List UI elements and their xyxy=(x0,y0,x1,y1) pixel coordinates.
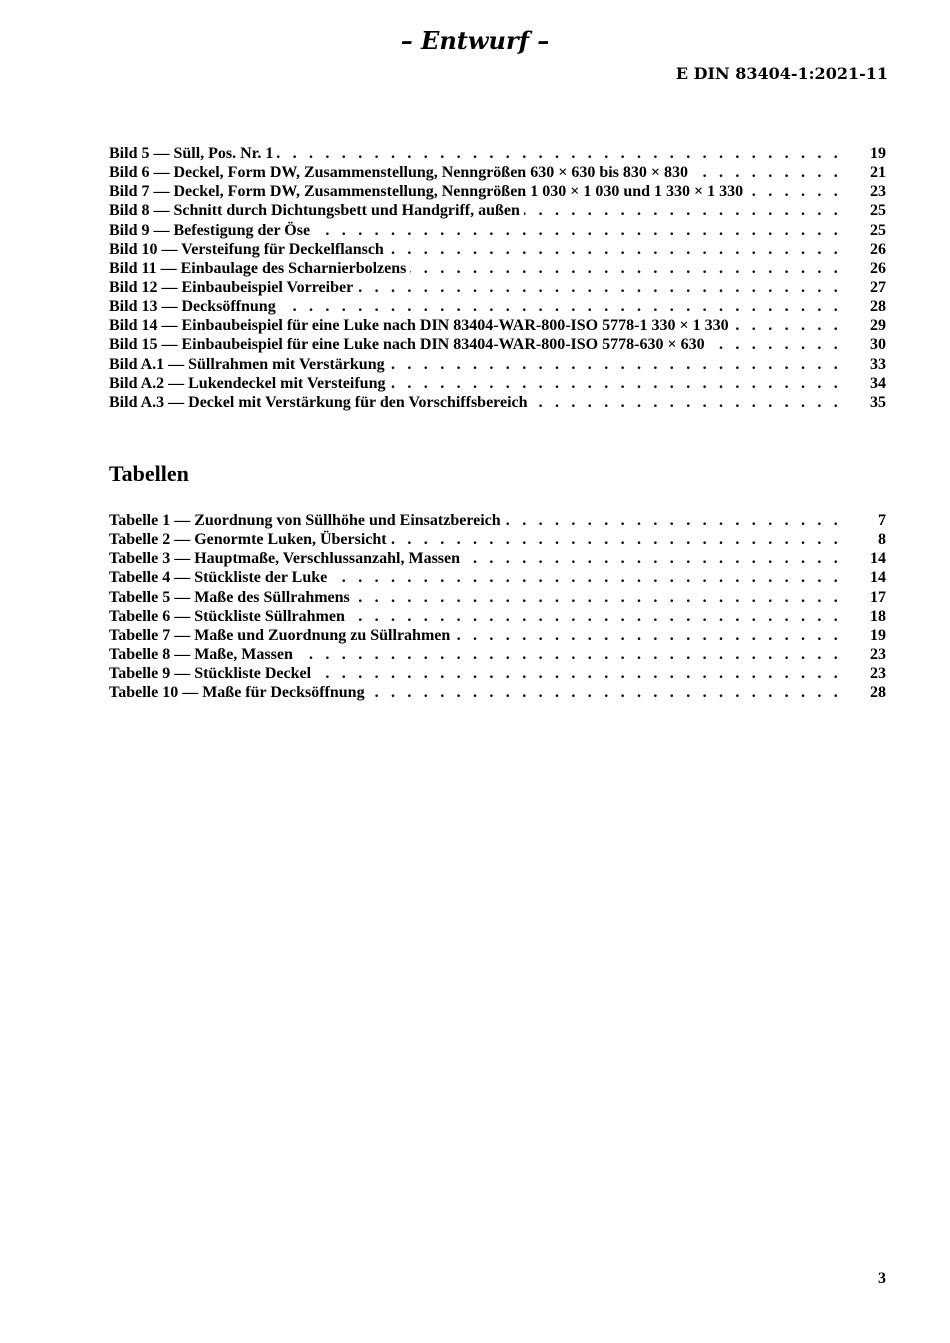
toc-entry-label: Bild A.2 — Lukendeckel mit Versteifung xyxy=(109,374,386,392)
toc-entry-label: Bild A.3 — Deckel mit Verstärkung für den Vorschiffsbereich xyxy=(109,393,528,411)
toc-entry[interactable] xyxy=(109,335,886,354)
toc-entry[interactable] xyxy=(109,221,886,240)
tables-heading: Tabellen xyxy=(109,461,189,486)
toc-entry[interactable] xyxy=(109,259,886,278)
toc-entry[interactable] xyxy=(109,607,886,626)
toc-entry-page: 17 xyxy=(870,588,886,606)
toc-entry-page: 8 xyxy=(878,531,886,549)
toc-entry[interactable] xyxy=(109,201,886,220)
toc-entry-page: 34 xyxy=(870,374,886,392)
dot-leader xyxy=(315,664,860,683)
toc-entry[interactable] xyxy=(109,182,886,201)
toc-entry-label: Bild A.1 — Süllrahmen mit Verstärkung xyxy=(109,355,385,373)
toc-entry-label: Bild 12 — Einbaubeispiel Vorreiber xyxy=(109,278,354,296)
dot-leader xyxy=(357,278,860,297)
dot-leader xyxy=(532,393,860,412)
toc-entry[interactable] xyxy=(109,511,886,530)
toc-entry[interactable] xyxy=(109,549,886,568)
page-number: 3 xyxy=(878,1270,886,1287)
draft-title: – Entwurf – xyxy=(400,26,550,55)
toc-entry-page: 7 xyxy=(878,512,886,529)
toc-entry-label: Tabelle 9 — Stückliste Deckel xyxy=(109,665,312,683)
toc-entry-label: Bild 15 — Einbaubeispiel für eine Luke nach DIN 83404-WAR-800-ISO 5778-630 × 630 xyxy=(109,336,705,354)
toc-entry-page: 29 xyxy=(870,317,886,335)
toc-entry-page: 25 xyxy=(870,221,886,239)
figures-list xyxy=(109,144,886,412)
toc-entry[interactable] xyxy=(109,374,886,393)
toc-entry-label: Bild 7 — Deckel, Form DW, Zusammenstellung, Nenngrößen 1 030 × 1 030 und 1 330 × 1 330 xyxy=(109,183,744,201)
toc-entry-label: Bild 11 — Einbaulage des Scharnierbolzens xyxy=(109,259,407,277)
toc-entry-page: 18 xyxy=(870,607,886,625)
toc-entry[interactable] xyxy=(109,645,886,664)
toc-entry[interactable] xyxy=(109,278,886,297)
toc-entry-page: 23 xyxy=(870,665,886,683)
tables-list xyxy=(109,511,886,702)
dot-leader xyxy=(505,511,860,530)
dot-leader xyxy=(389,355,860,374)
toc-entry-label: Bild 6 — Deckel, Form DW, Zusammenstellung, Nenngrößen 630 × 630 bis 830 × 830 xyxy=(109,164,689,182)
toc-entry[interactable] xyxy=(109,316,886,335)
dot-leader xyxy=(388,240,860,259)
toc-entry-label: Bild 10 — Versteifung für Deckelflansch xyxy=(109,240,384,258)
dot-leader xyxy=(389,374,860,393)
toc-entry[interactable] xyxy=(109,297,886,316)
toc-entry-page: 28 xyxy=(870,298,886,316)
toc-entry-label: Bild 9 — Befestigung der Öse xyxy=(109,221,311,239)
dot-leader xyxy=(314,221,860,240)
toc-entry[interactable] xyxy=(109,240,886,259)
toc-entry-label: Tabelle 1 — Zuordnung von Süllhöhe und Einsatzbereich xyxy=(109,512,501,529)
dot-leader xyxy=(733,316,860,335)
document-id: E DIN 83404-1:2021-11 xyxy=(675,64,888,83)
toc-entry-page: 35 xyxy=(870,393,886,411)
dot-leader xyxy=(747,182,860,201)
dot-leader xyxy=(464,549,860,568)
toc-entry[interactable] xyxy=(109,683,886,702)
dot-leader xyxy=(454,626,860,645)
toc-entry-label: Tabelle 4 — Stückliste der Luke xyxy=(109,569,328,587)
toc-entry-label: Tabelle 2 — Genormte Luken, Übersicht xyxy=(109,531,387,549)
toc-entry-page: 30 xyxy=(870,336,886,354)
toc-entry-page: 23 xyxy=(870,183,886,201)
toc-entry-page: 28 xyxy=(870,684,886,702)
toc-entry[interactable] xyxy=(109,530,886,549)
toc-entry[interactable] xyxy=(109,626,886,645)
toc-entry-label: Tabelle 7 — Maße und Zuordnung zu Süllrahmen xyxy=(109,626,451,644)
dot-leader xyxy=(524,201,860,220)
toc-entry-page: 33 xyxy=(870,355,886,373)
dot-leader xyxy=(297,645,860,664)
toc-entry-label: Tabelle 6 — Stückliste Süllrahmen xyxy=(109,607,345,625)
dot-leader xyxy=(709,335,860,354)
toc-entry-page: 14 xyxy=(870,550,886,568)
toc-entry[interactable] xyxy=(109,163,886,182)
dot-leader xyxy=(354,588,860,607)
dot-leader xyxy=(277,144,860,163)
toc-entry[interactable] xyxy=(109,568,886,587)
toc-entry-page: 27 xyxy=(870,278,886,296)
dot-leader xyxy=(331,568,860,587)
dot-leader xyxy=(410,259,860,278)
toc-entry-label: Bild 14 — Einbaubeispiel für eine Luke nach DIN 83404-WAR-800-ISO 5778-1 330 × 1 330 xyxy=(109,317,729,335)
toc-entry-page: 19 xyxy=(870,145,886,162)
dot-leader xyxy=(692,163,860,182)
toc-entry-page: 23 xyxy=(870,645,886,663)
toc-entry-page: 14 xyxy=(870,569,886,587)
toc-entry-page: 25 xyxy=(870,202,886,220)
toc-entry-label: Tabelle 8 — Maße, Massen xyxy=(109,645,293,663)
toc-entry-page: 26 xyxy=(870,259,886,277)
toc-entry[interactable] xyxy=(109,664,886,683)
toc-entry[interactable] xyxy=(109,355,886,374)
dot-leader xyxy=(349,607,860,626)
toc-entry-label: Tabelle 3 — Hauptmaße, Verschlussanzahl, Massen xyxy=(109,550,461,568)
toc-entry-label: Tabelle 5 — Maße des Süllrahmens xyxy=(109,588,350,606)
toc-entry-label: Tabelle 10 — Maße für Decksöffnung xyxy=(109,684,365,702)
toc-entry-label: Bild 13 — Decksöffnung xyxy=(109,298,276,316)
toc-entry-page: 26 xyxy=(870,240,886,258)
toc-entry[interactable] xyxy=(109,393,886,412)
toc-entry-label: Bild 5 — Süll, Pos. Nr. 1 xyxy=(109,145,274,162)
toc-entry-label: Bild 8 — Schnitt durch Dichtungsbett und Handgriff, außen xyxy=(109,202,520,220)
toc-entry-page: 21 xyxy=(870,164,886,182)
dot-leader xyxy=(280,297,860,316)
toc-entry[interactable] xyxy=(109,588,886,607)
dot-leader xyxy=(369,683,860,702)
toc-entry[interactable] xyxy=(109,144,886,163)
dot-leader xyxy=(391,530,860,549)
toc-entry-page: 19 xyxy=(870,626,886,644)
